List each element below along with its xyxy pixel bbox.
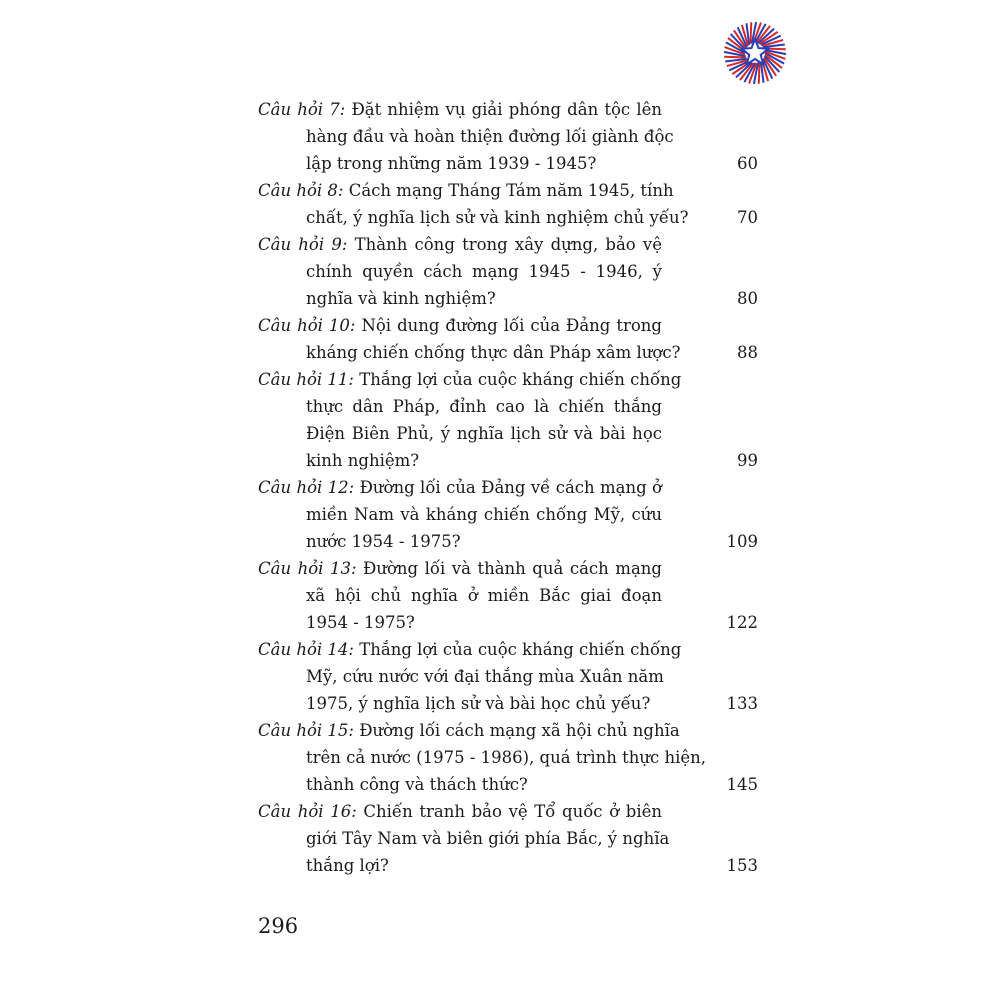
toc-entry-line — [258, 312, 662, 339]
toc-entry-line — [258, 447, 662, 474]
question-text: Đường lối của Đảng về cách mạng ở — [359, 478, 662, 497]
question-label: Câu hỏi 12: — [258, 478, 355, 497]
toc-entry-line — [258, 825, 670, 852]
toc-entry-line — [258, 231, 662, 258]
question-text: Thành công trong xây dựng, bảo vệ — [354, 235, 663, 254]
toc-page-number: 88 — [737, 343, 758, 362]
question-label: Câu hỏi 13: — [258, 559, 357, 578]
question-text: Nội dung đường lối của Đảng trong — [361, 316, 662, 335]
question-text: 1954 - 1975? — [306, 613, 415, 632]
toc-entry-line — [258, 150, 662, 177]
question-text: kinh nghiệm? — [306, 451, 420, 470]
toc-entry — [258, 96, 762, 177]
toc-entry-line — [258, 744, 707, 771]
question-label: Câu hỏi 8: — [258, 181, 344, 200]
question-text: Cách mạng Tháng Tám năm 1945, tính — [348, 181, 674, 200]
question-text: Điện Biên Phủ, ý nghĩa lịch sử và bài học — [306, 424, 662, 443]
toc-entry-line — [258, 285, 662, 312]
question-text: Mỹ, cứu nước với đại thắng mùa Xuân năm — [306, 667, 664, 686]
question-label: Câu hỏi 15: — [258, 721, 354, 740]
toc-entry — [258, 717, 762, 798]
toc-entry-line — [258, 771, 662, 798]
toc-entry-line — [258, 555, 662, 582]
toc-entry — [258, 798, 762, 879]
toc-entry-line — [258, 204, 689, 231]
toc-entry — [258, 177, 762, 231]
question-text: miền Nam và kháng chiến chống Mỹ, cứu — [306, 505, 662, 524]
question-text: chính quyền cách mạng 1945 - 1946, ý — [306, 262, 662, 281]
toc-page-number: 80 — [737, 289, 758, 308]
toc-entry-line — [258, 528, 662, 555]
toc-entry-line — [258, 339, 681, 366]
page-number: 296 — [258, 914, 299, 938]
question-text: hàng đầu và hoàn thiện đường lối giành độc — [306, 127, 674, 146]
toc-entry-line — [258, 123, 674, 150]
toc-entry — [258, 555, 762, 636]
toc-entry-line — [258, 393, 662, 420]
toc-entry — [258, 636, 762, 717]
toc-entry-line — [258, 366, 682, 393]
toc-page-number: 70 — [737, 208, 758, 227]
question-text: kháng chiến chống thực dân Pháp xâm lược? — [306, 343, 681, 362]
question-label: Câu hỏi 9: — [258, 235, 348, 254]
toc-page-number: 60 — [737, 154, 758, 173]
question-text: Đặt nhiệm vụ giải phóng dân tộc lên — [351, 100, 662, 119]
toc-entry-line — [258, 609, 662, 636]
toc-page-number: 109 — [726, 532, 758, 551]
question-text: trên cả nước (1975 - 1986), quá trình thực hiện, — [306, 748, 707, 767]
question-label: Câu hỏi 7: — [258, 100, 346, 119]
toc-page-number: 153 — [726, 856, 758, 875]
toc-page-number: 145 — [726, 775, 758, 794]
toc-entry-line — [258, 258, 662, 285]
question-text: nghĩa và kinh nghiệm? — [306, 289, 496, 308]
toc-page-number: 122 — [726, 613, 758, 632]
question-text: giới Tây Nam và biên giới phía Bắc, ý nghĩa — [306, 829, 670, 848]
question-label: Câu hỏi 16: — [258, 802, 357, 821]
toc-entry-line — [258, 717, 680, 744]
toc-entry — [258, 312, 762, 366]
toc-entry-line — [258, 852, 662, 879]
toc-page-number: 133 — [726, 694, 758, 713]
question-text: Thắng lợi của cuộc kháng chiến chống — [359, 640, 682, 659]
toc-entry-line — [258, 501, 662, 528]
question-text: Đường lối cách mạng xã hội chủ nghĩa — [359, 721, 680, 740]
toc-entry-line — [258, 474, 662, 501]
question-text: thành công và thách thức? — [306, 775, 528, 794]
question-text: Đường lối và thành quả cách mạng — [363, 559, 662, 578]
toc-entry — [258, 366, 762, 474]
table-of-contents — [258, 96, 762, 879]
question-text: chất, ý nghĩa lịch sử và kinh nghiệm chủ yếu? — [306, 208, 689, 227]
question-text: thắng lợi? — [306, 856, 389, 875]
question-text: xã hội chủ nghĩa ở miền Bắc giai đoạn — [306, 586, 662, 605]
toc-entry-line — [258, 420, 662, 447]
question-text: Chiến tranh bảo vệ Tổ quốc ở biên — [363, 802, 662, 821]
toc-entry — [258, 474, 762, 555]
toc-entry-line — [258, 177, 674, 204]
toc-entry-line — [258, 690, 662, 717]
question-text: thực dân Pháp, đỉnh cao là chiến thắng — [306, 397, 662, 416]
question-label: Câu hỏi 10: — [258, 316, 356, 335]
question-text: lập trong những năm 1939 - 1945? — [306, 154, 597, 173]
question-text: Thắng lợi của cuộc kháng chiến chống — [359, 370, 682, 389]
question-text: nước 1954 - 1975? — [306, 532, 461, 551]
question-text: 1975, ý nghĩa lịch sử và bài học chủ yếu? — [306, 694, 651, 713]
toc-entry-line — [258, 798, 662, 825]
toc-entry-line — [258, 636, 682, 663]
toc-entry-line — [258, 582, 662, 609]
toc-entry — [258, 231, 762, 312]
star-emblem-icon — [722, 20, 788, 86]
question-label: Câu hỏi 14: — [258, 640, 354, 659]
toc-page-number: 99 — [737, 451, 758, 470]
toc-entry-line — [258, 96, 662, 123]
question-label: Câu hỏi 11: — [258, 370, 354, 389]
toc-entry-line — [258, 663, 662, 690]
